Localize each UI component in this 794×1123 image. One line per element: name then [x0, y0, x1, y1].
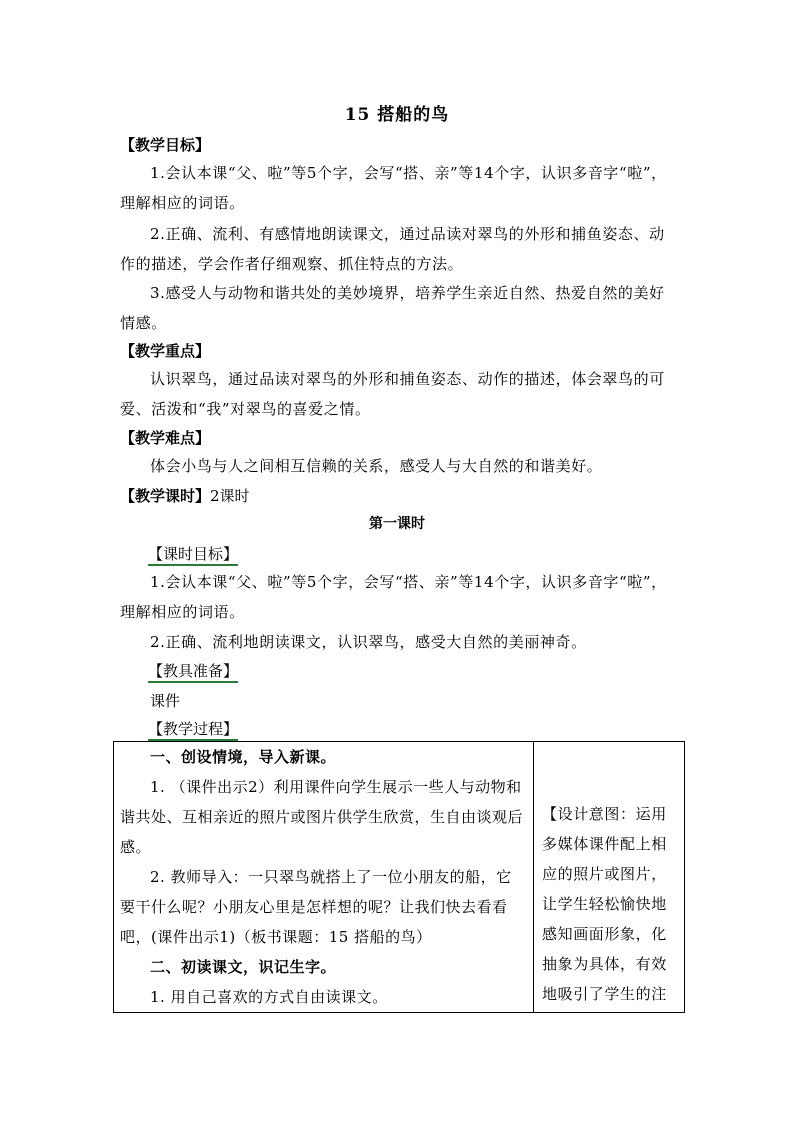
lesson-goal-1: 1.会认本课“父、啦”等5个字，会写“搭、亲”等14个字，认识多音字“啦”，理解相应的词语。: [120, 573, 667, 621]
objectives-heading: 【教学目标】: [120, 136, 211, 154]
difficulties-text: 体会小鸟与人之间相互信赖的关系，感受人与大自然的和谐美好。: [150, 457, 603, 475]
process-steps-cell: [114, 742, 534, 1013]
key-points-text: 认识翠鸟，通过品读对翠鸟的外形和捕鱼姿态、动作的描述，体会翠鸟的可爱、活泼和“我”对翠鸟的喜爱之情。: [120, 370, 665, 418]
objective-1: 1.会认本课“父、啦”等5个字，会写“搭、亲”等14个字，认识多音字“啦”，理解相应的词语。: [120, 164, 667, 212]
step-paragraph-2: 2. 教师导入：一只翠鸟就搭上了一位小朋友的船，它要干什么呢？小朋友心里是怎样想的呢？让我们快去看看吧，(课件出示1)（板书课题：15 搭船的鸟）: [120, 868, 512, 946]
process-table: [113, 741, 685, 1013]
step-paragraph-1: 1. （课件出示2）利用课件向学生展示一些人与动物和谐共处、互相亲近的照片或图片供学生欣赏，生自由谈观后感。: [120, 778, 524, 856]
design-intent-cell: [534, 742, 685, 1013]
prep-text: 课件: [150, 692, 181, 710]
hours-heading: 【教学课时】: [120, 487, 211, 505]
objective-3: 3.感受人与动物和谐共处的美妙境界，培养学生亲近自然、热爱自然的美好情感。: [120, 284, 665, 332]
design-intent-text: 【设计意图：运用多媒体课件配上相应的照片或图片，让学生轻松愉快地感知画面形象，化抽象为具体，有效地吸引了学生的注: [542, 805, 667, 1003]
lesson-goals-heading: 【课时目标】: [148, 544, 238, 566]
step-heading-1: 一、创设情境，导入新课。: [150, 748, 337, 766]
hours-value: 2课时: [210, 487, 250, 505]
difficulties-heading: 【教学难点】: [120, 429, 211, 447]
document-title: 15 搭船的鸟: [344, 105, 450, 125]
step-paragraph-3: 1. 用自己喜欢的方式自由读课文。: [150, 988, 388, 1006]
step-heading-2: 二、初读课文，识记生字。: [150, 958, 337, 976]
lesson-title: 第一课时: [369, 516, 425, 532]
process-heading: 【教学过程】: [148, 719, 238, 741]
prep-heading: 【教具准备】: [148, 661, 238, 683]
hours-line: [120, 485, 250, 506]
table-row: [114, 742, 685, 1013]
objective-2: 2.正确、流利、有感情地朗读课文，通过品读对翠鸟的外形和捕鱼姿态、动作的描述，学会作者仔细观察、抓住特点的方法。: [120, 225, 665, 273]
lesson-goal-2: 2.正确、流利地朗读课文，认识翠鸟，感受大自然的美丽神奇。: [150, 633, 587, 651]
key-points-heading: 【教学重点】: [120, 342, 211, 360]
